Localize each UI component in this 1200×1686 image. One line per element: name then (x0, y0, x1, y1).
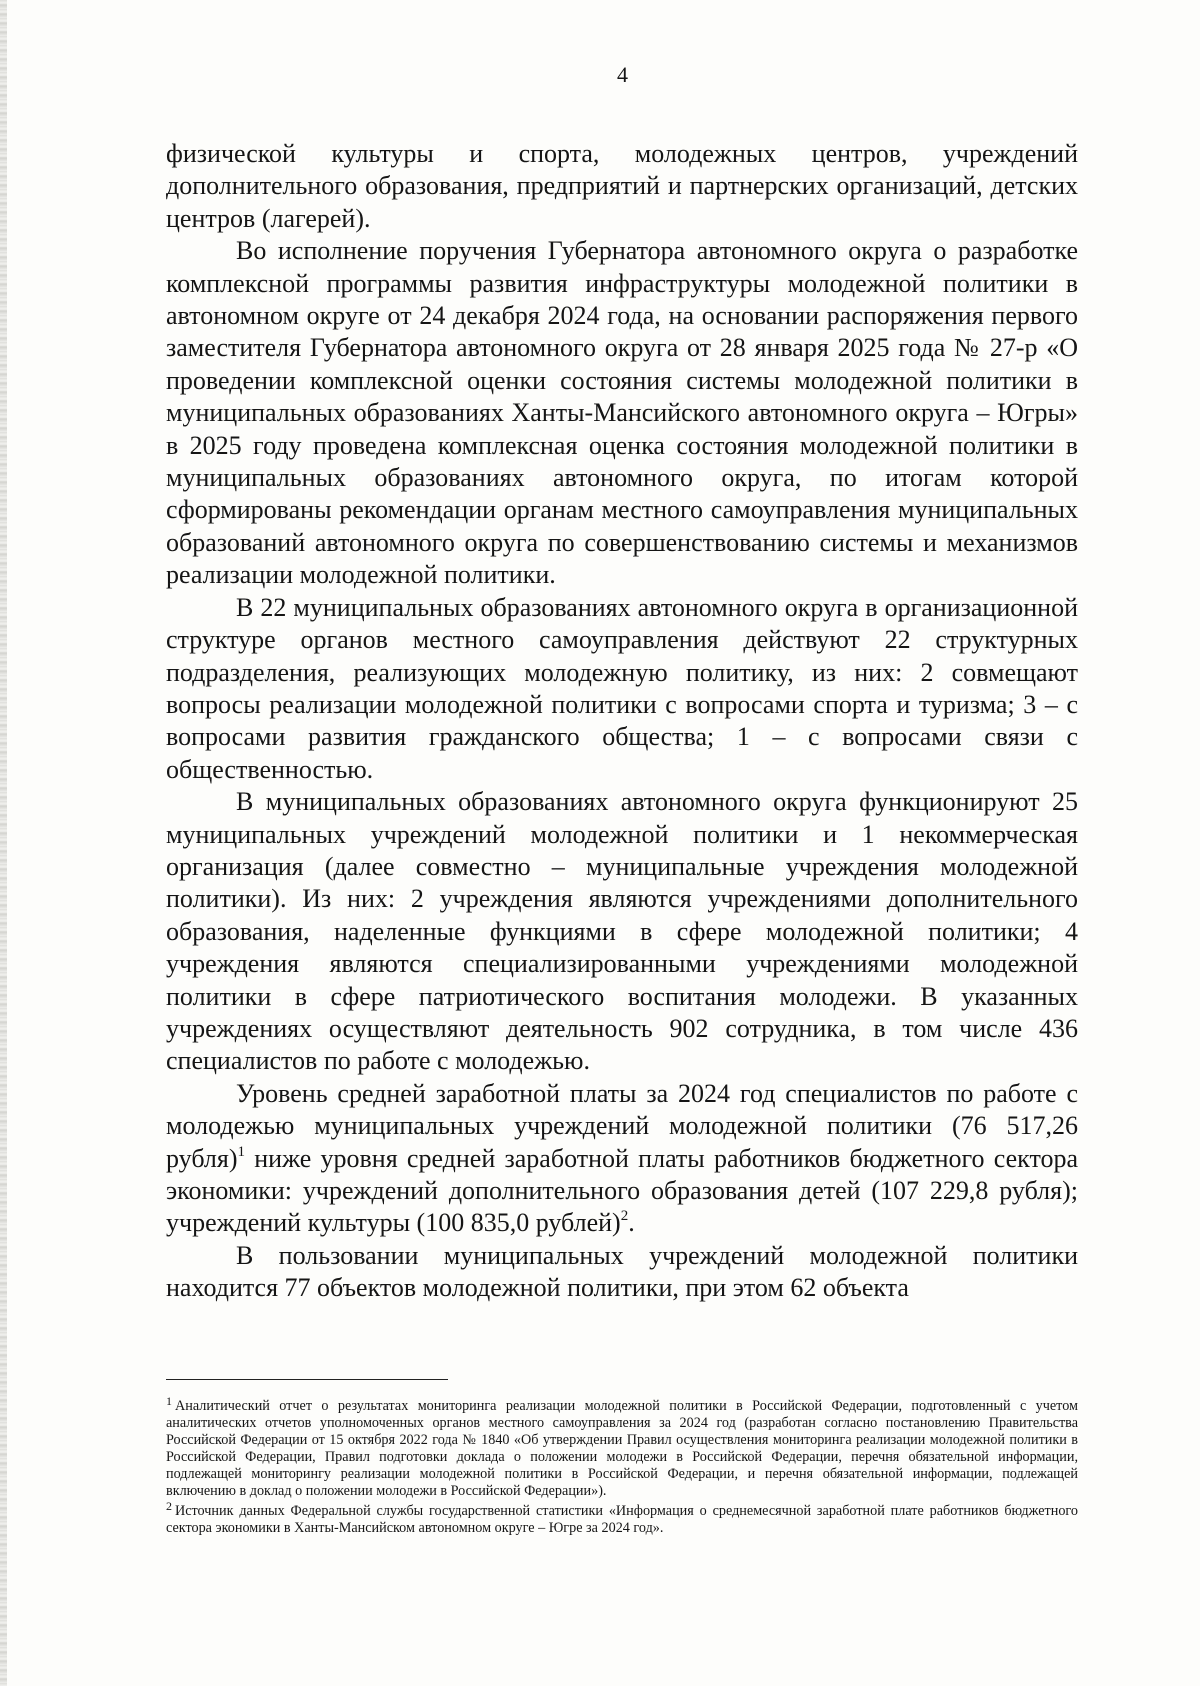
paragraph-municipal-institutions: В муниципальных образованиях автономного округа функционируют 25 муниципальных учреждений молодежной политики и 1 некоммерческая организация (далее совместно – муниципальные учреждения молодежной политики). Из них: 2 учреждения являются учреждениями дополнительного образования, наделенные функциями в сфере молодежной политики; 4 учреждения являются специализированными учреждениями молодежной политики в сфере патриотического воспитания молодежи. В указанных учреждениях осуществляют деятельность 902 сотрудника, в том числе 436 специалистов по работе с молодежью. (166, 787, 1078, 1076)
footnotes-block (166, 1394, 1078, 1541)
paragraph-governor-instruction: Во исполнение поручения Губернатора автономного округа о разработке комплексной программы развития инфраструктуры молодежной политики в автономном округе от 24 декабря 2024 года, на основании распоряжения первого заместителя Губернатора автономного округа от 28 января 2025 года № 27-р «О проведении комплексной оценки состояния системы молодежной политики в муниципальных образованиях Ханты-Мансийского автономного округа – Югры» в 2025 году проведена комплексная оценка состояния молодежной политики в муниципальных образованиях автономного округа, по итогам которой сформированы рекомендации органам местного самоуправления муниципальных образований автономного округа по совершенствованию системы и механизмов реализации молодежной политики. (166, 236, 1078, 590)
footnote-1-marker: 1 (166, 1394, 172, 1408)
footnote-1-text: Аналитический отчет о результатах мониторинга реализации молодежной политики в Российской Федерации, подготовленный с учетом аналитических отчетов уполномоченных органов местного самоуправления за 2024 год (разработан согласно постановлению Правительства Российской Федерации от 15 октября 2022 года № 1840 «Об утверждении Правил осуществления мониторинга реализации молодежной политики в Российской Федерации, Правил подготовки доклада о положении молодежи в Российской Федерации, перечня обязательной информации, подлежащей мониторингу реализации молодежной политики в Российской Федерации, и перечня обязательной информации, подлежащей включению в доклад о положении молодежи в Российской Федерации»). (166, 1398, 1078, 1499)
document-body (166, 138, 1078, 1305)
footnote-ref-1: 1 (237, 1143, 245, 1160)
salary-text-part1: Уровень средней заработной платы за 2024 год специалистов по работе с молодежью муниципальных учреждений молодежной политики (76 517,26 рубля) (166, 1078, 1078, 1173)
footnote-ref-2: 2 (620, 1208, 629, 1225)
page-number: 4 (617, 62, 628, 87)
paragraph-objects-usage: В пользовании муниципальных учреждений молодежной политики находится 77 объектов молодежной политики, при этом 62 объекта (166, 1240, 1078, 1303)
scan-edge-shadow (0, 0, 7, 1686)
footnote-1 (166, 1394, 1078, 1499)
footnote-2-text: Источник данных Федеральной службы государственной статистики «Информация о среднемесячной заработной плате работников бюджетного сектора экономики в Ханты-Мансийском автономном округе – Югре за 2024 год». (166, 1503, 1078, 1537)
footnote-separator (166, 1379, 448, 1380)
paragraph-continuation: физической культуры и спорта, молодежных центров, учреждений дополнительного образования, предприятий и партнерских организаций, детских центров (лагерей). (166, 139, 1078, 233)
salary-text-part3: . (628, 1208, 635, 1238)
salary-text-part2: ниже уровня средней заработной платы работников бюджетного сектора экономики: учреждений дополнительного образования детей (107 229,8 рубля); учреждений культуры (100 835,0 рублей) (166, 1143, 1078, 1238)
paragraph-structural-units: В 22 муниципальных образованиях автономного округа в организационной структуре органов местного самоуправления действуют 22 структурных подразделения, реализующих молодежную политику, из них: 2 совмещают вопросы реализации молодежной политики с вопросами спорта и туризма; 3 – с вопросами развития гражданского общества; 1 – с вопросами связи с общественностью. (166, 592, 1078, 784)
footnote-2-marker: 2 (166, 1499, 172, 1514)
footnote-2 (166, 1499, 1078, 1537)
paragraph-salary-level (166, 1078, 1078, 1240)
